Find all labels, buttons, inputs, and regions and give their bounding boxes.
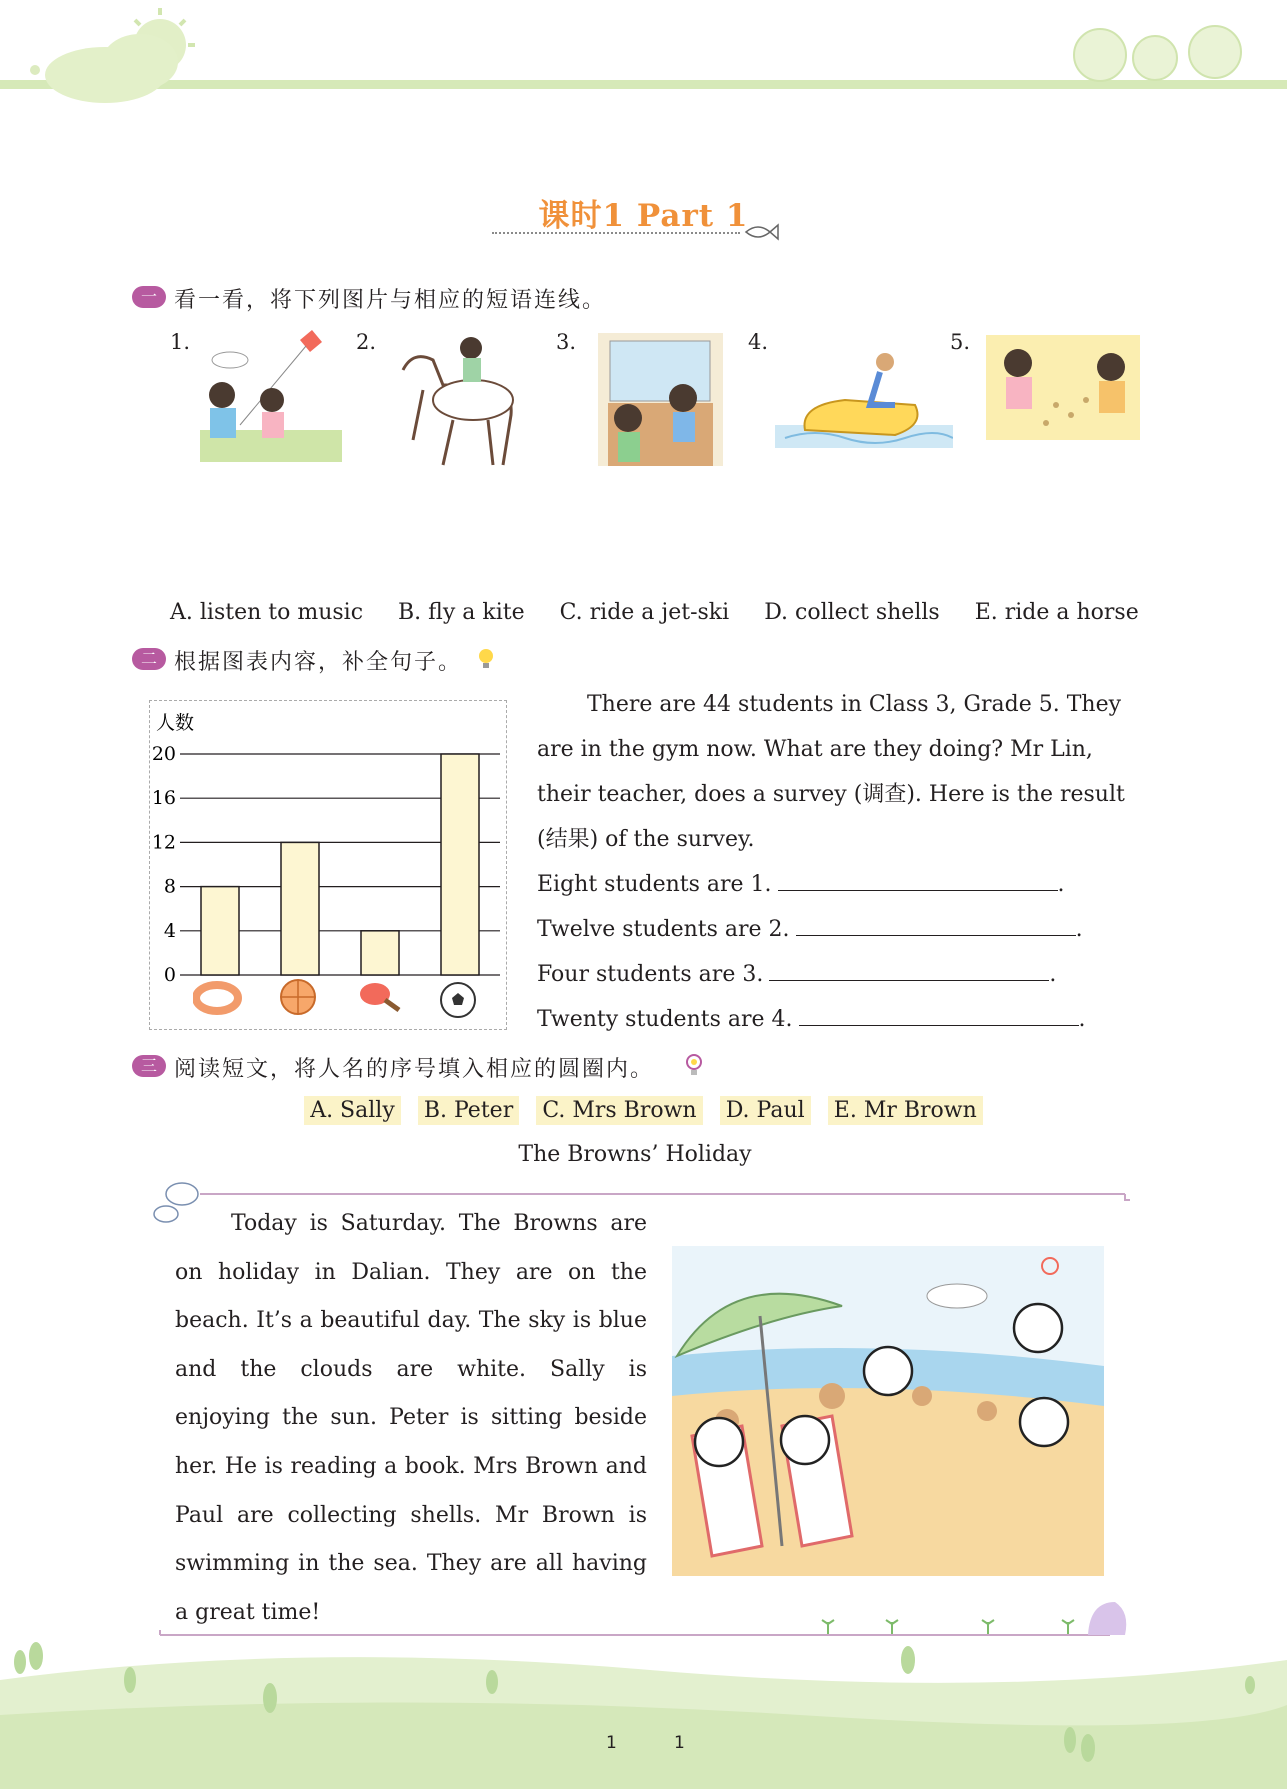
swimming-ring-icon (193, 978, 243, 1020)
item-1-number: 1. (170, 330, 191, 354)
y-tick-label: 4 (163, 919, 176, 942)
option-b: B. Peter (418, 1096, 519, 1125)
lightbulb-icon (476, 646, 496, 672)
phrase-a: A. listen to music (170, 600, 364, 625)
sentence-2: Twelve students are 2. . (537, 907, 1157, 952)
y-tick-label: 16 (151, 787, 176, 810)
section-2-badge: 二 (132, 648, 166, 670)
listening-music-icon (598, 333, 723, 466)
basketball-icon (278, 977, 318, 1017)
phrase-d: D. collect shells (764, 600, 940, 625)
phrase-e: E. ride a horse (974, 600, 1139, 625)
football-icon (438, 980, 478, 1020)
answer-blank-4[interactable] (799, 1003, 1079, 1026)
item-4-number: 4. (748, 330, 769, 354)
bar-ping-pong (361, 931, 399, 975)
option-d: D. Paul (720, 1096, 811, 1125)
passage-line-2: are in the gym now. What are they doing? Mr Lin, (537, 737, 1093, 762)
collecting-shells-icon (986, 335, 1140, 440)
kite-flying-icon (200, 330, 345, 465)
bar-basketball (281, 842, 319, 975)
answer-circle-2 (864, 1347, 912, 1395)
answer-blank-3[interactable] (769, 958, 1049, 981)
y-tick-label: 20 (151, 743, 176, 765)
y-tick-label: 8 (163, 875, 176, 898)
lesson-title: 课时1 Part 1 (538, 198, 749, 234)
jet-ski-icon (775, 350, 953, 448)
passage-line-3: their teacher, does a survey (调查). Here is the result (537, 782, 1125, 807)
option-c: C. Mrs Brown (536, 1096, 702, 1125)
name-options (0, 1096, 1287, 1125)
y-tick-label: 0 (163, 964, 176, 986)
chart-ylabel: 人数 (156, 712, 195, 734)
fill-in-sentences (537, 862, 1157, 1042)
page-number-right: 1 (674, 1733, 685, 1753)
section-1-instruction: 看一看，将下列图片与相应的短语连线。 (174, 288, 607, 313)
answer-blank-1[interactable] (778, 868, 1058, 891)
passage-line-4: (结果) of the survey. (537, 827, 755, 852)
fish-icon (742, 220, 782, 244)
bar-swimming-ring (201, 887, 239, 975)
phrase-c: C. ride a jet-ski (559, 600, 730, 625)
answer-circle-1 (1014, 1304, 1062, 1352)
page-number-left: 1 (606, 1733, 617, 1753)
option-a: A. Sally (304, 1096, 401, 1125)
item-2-number: 2. (356, 330, 377, 354)
item-3-number: 3. (556, 330, 577, 354)
item-5-number: 5. (950, 330, 971, 354)
story-paragraph: Today is Saturday. The Browns are on holiday in Dalian. They are on the beach. It’s a beautiful day. The sky is blue and the clouds are white. Sally is enjoying the sun. Peter is sitting beside her. He is reading a book. Mrs Brown and Paul are collecting shells. Mr Brown is swimming in the sea. They are all having a great time! (175, 1211, 647, 1625)
answer-circle-4 (695, 1418, 743, 1466)
sentence-3: Four students are 3. . (537, 952, 1157, 997)
passage-line-1: There are 44 students in Class 3, Grade 5. They (587, 692, 1122, 717)
header-decoration (0, 0, 1287, 130)
bar-football (441, 754, 479, 975)
survey-passage (537, 682, 1141, 862)
footer-landscape (0, 1620, 1287, 1789)
story-title: The Browns’ Holiday (518, 1142, 752, 1167)
sentence-1: Eight students are 1. . (537, 862, 1157, 907)
section-1-badge: 一 (132, 286, 166, 308)
horse-riding-icon (393, 330, 523, 470)
beach-picture (672, 1246, 1104, 1576)
ping-pong-icon (357, 980, 407, 1014)
y-tick-label: 12 (151, 831, 176, 854)
option-e: E. Mr Brown (828, 1096, 983, 1125)
phrase-b: B. fly a kite (398, 600, 525, 625)
section-3-badge: 三 (132, 1055, 166, 1077)
section-2-instruction: 根据图表内容，补全句子。 (174, 650, 463, 675)
sentence-4: Twenty students are 4. . (537, 997, 1157, 1042)
lightbulb-icon (683, 1052, 705, 1078)
phrase-list (170, 600, 1167, 625)
story-text (175, 1200, 647, 1637)
section-3-instruction: 阅读短文，将人名的序号填入相应的圆圈内。 (174, 1057, 655, 1082)
title-underline (492, 232, 740, 234)
answer-circle-5 (781, 1416, 829, 1464)
answer-blank-2[interactable] (796, 913, 1076, 936)
answer-circle-3 (1020, 1398, 1068, 1446)
